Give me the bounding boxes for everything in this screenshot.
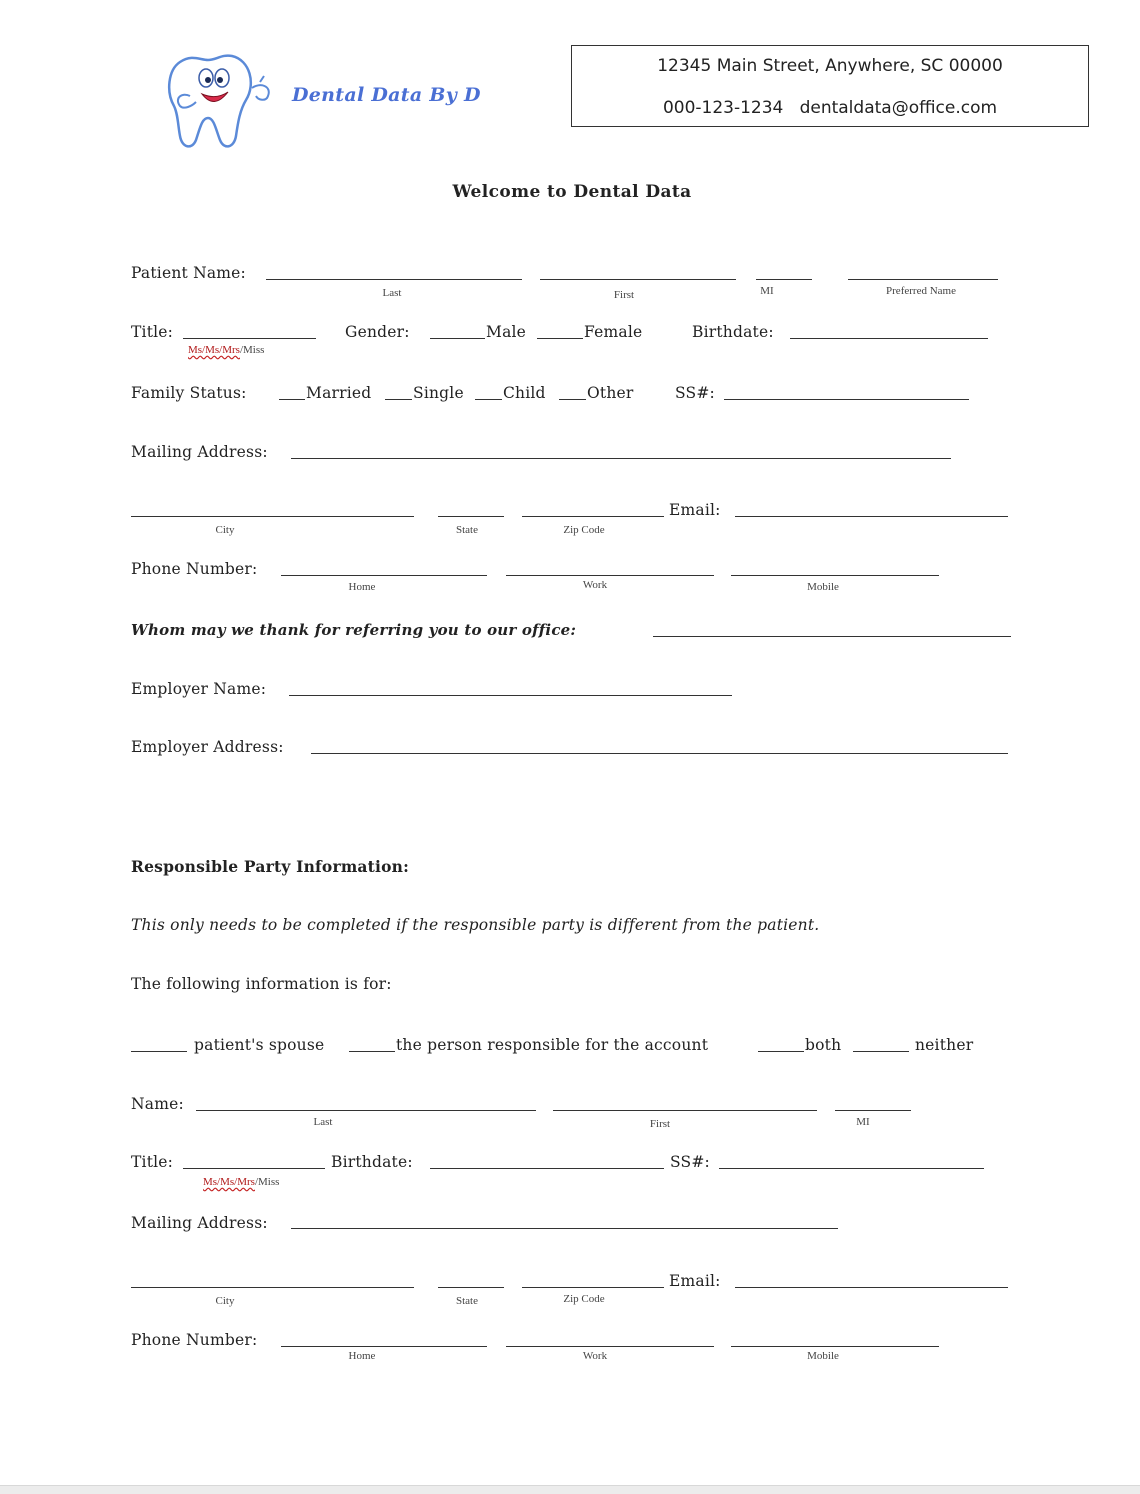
caption-preferred-name: Preferred Name bbox=[886, 285, 956, 297]
tooth-logo-icon bbox=[160, 48, 282, 154]
mobile-phone-field[interactable] bbox=[731, 575, 939, 576]
office-phone-email: 000-123-1234 dentaldata@office.com bbox=[662, 98, 998, 118]
rp-name-label: Name: bbox=[131, 1095, 184, 1113]
rp-first-name-field[interactable] bbox=[553, 1110, 817, 1111]
rp-caption-mi: MI bbox=[856, 1116, 870, 1128]
city-field[interactable] bbox=[131, 516, 414, 517]
last-name-field[interactable] bbox=[266, 279, 522, 280]
zip-field[interactable] bbox=[522, 516, 664, 517]
caption-mi: MI bbox=[760, 285, 774, 297]
rp-birthdate-label: Birthdate: bbox=[331, 1153, 413, 1171]
rp-zip-field[interactable] bbox=[522, 1287, 664, 1288]
single-option: Single bbox=[413, 384, 464, 402]
rp-mailing-address-field[interactable] bbox=[291, 1228, 838, 1229]
mailing-address-label: Mailing Address: bbox=[131, 443, 268, 461]
rp-mailing-address-label: Mailing Address: bbox=[131, 1214, 268, 1232]
rp-work-phone-field[interactable] bbox=[506, 1346, 714, 1347]
both-option: both bbox=[805, 1036, 842, 1054]
rp-mobile-phone-field[interactable] bbox=[731, 1346, 939, 1347]
rp-title-caption: Ms/Ms/Mrs/Miss bbox=[203, 1176, 280, 1188]
gender-female-field[interactable] bbox=[537, 338, 583, 339]
rp-caption-city: City bbox=[215, 1295, 235, 1307]
rp-title-label: Title: bbox=[131, 1153, 174, 1171]
employer-address-label: Employer Address: bbox=[131, 738, 284, 756]
both-field[interactable] bbox=[758, 1051, 804, 1052]
responsible-account-option: the person responsible for the account bbox=[396, 1036, 709, 1054]
title-label: Title: bbox=[131, 323, 174, 341]
rp-ss-field[interactable] bbox=[719, 1168, 984, 1169]
child-field[interactable] bbox=[475, 399, 502, 400]
caption-first: First bbox=[613, 289, 635, 301]
rp-email-label: Email: bbox=[669, 1272, 721, 1290]
page-bottom-edge bbox=[0, 1485, 1140, 1494]
responsible-party-note: This only needs to be completed if the responsible party is different from the patient. bbox=[131, 916, 820, 934]
caption-zip: Zip Code bbox=[563, 524, 605, 536]
referral-field[interactable] bbox=[653, 636, 1011, 637]
child-option: Child bbox=[503, 384, 546, 402]
office-address: 12345 Main Street, Anywhere, SC 00000 bbox=[657, 56, 1003, 76]
caption-mobile: Mobile bbox=[807, 581, 839, 593]
rp-mi-field[interactable] bbox=[835, 1110, 911, 1111]
mi-field[interactable] bbox=[756, 279, 812, 280]
title-field[interactable] bbox=[183, 338, 316, 339]
rp-phone-number-label: Phone Number: bbox=[131, 1331, 258, 1349]
caption-city: City bbox=[215, 524, 235, 536]
rp-title-field[interactable] bbox=[183, 1168, 325, 1169]
caption-home: Home bbox=[348, 581, 376, 593]
patient-name-label: Patient Name: bbox=[131, 264, 246, 282]
work-phone-field[interactable] bbox=[506, 575, 714, 576]
single-field[interactable] bbox=[385, 399, 412, 400]
birthdate-field[interactable] bbox=[790, 338, 988, 339]
home-phone-field[interactable] bbox=[281, 575, 487, 576]
rp-birthdate-field[interactable] bbox=[430, 1168, 664, 1169]
ss-label: SS#: bbox=[675, 384, 715, 402]
first-name-field[interactable] bbox=[540, 279, 736, 280]
rp-last-name-field[interactable] bbox=[196, 1110, 536, 1111]
title-caption: Ms/Ms/Mrs/Miss bbox=[188, 344, 265, 356]
spouse-option: patient's spouse bbox=[194, 1036, 325, 1054]
other-option: Other bbox=[587, 384, 634, 402]
email-field[interactable] bbox=[735, 516, 1008, 517]
rp-email-field[interactable] bbox=[735, 1287, 1008, 1288]
gender-female-option: Female bbox=[584, 323, 643, 341]
rp-caption-last: Last bbox=[313, 1116, 333, 1128]
spouse-field[interactable] bbox=[131, 1051, 187, 1052]
family-status-label: Family Status: bbox=[131, 384, 247, 402]
rp-caption-state: State bbox=[456, 1295, 478, 1307]
married-field[interactable] bbox=[279, 399, 305, 400]
state-field[interactable] bbox=[438, 516, 504, 517]
caption-last: Last bbox=[382, 287, 402, 299]
birthdate-label: Birthdate: bbox=[692, 323, 774, 341]
neither-option: neither bbox=[915, 1036, 974, 1054]
rp-caption-mobile: Mobile bbox=[807, 1350, 839, 1362]
rp-city-field[interactable] bbox=[131, 1287, 414, 1288]
ss-field[interactable] bbox=[724, 399, 969, 400]
rp-home-phone-field[interactable] bbox=[281, 1346, 487, 1347]
rp-state-field[interactable] bbox=[438, 1287, 504, 1288]
employer-address-field[interactable] bbox=[311, 753, 1008, 754]
employer-name-label: Employer Name: bbox=[131, 680, 267, 698]
rp-caption-zip: Zip Code bbox=[563, 1293, 605, 1305]
caption-state: State bbox=[456, 524, 478, 536]
other-field[interactable] bbox=[559, 399, 586, 400]
neither-field[interactable] bbox=[853, 1051, 909, 1052]
page-title: Welcome to Dental Data bbox=[452, 182, 692, 202]
married-option: Married bbox=[306, 384, 372, 402]
responsible-party-heading: Responsible Party Information: bbox=[131, 857, 410, 876]
employer-name-field[interactable] bbox=[289, 695, 732, 696]
rp-caption-home: Home bbox=[348, 1350, 376, 1362]
contact-box bbox=[571, 45, 1089, 127]
gender-male-field[interactable] bbox=[430, 338, 485, 339]
responsible-account-field[interactable] bbox=[349, 1051, 395, 1052]
rp-ss-label: SS#: bbox=[670, 1153, 710, 1171]
brand-name: Dental Data By D bbox=[292, 84, 481, 106]
gender-male-option: Male bbox=[486, 323, 527, 341]
info-for-label: The following information is for: bbox=[131, 975, 392, 993]
caption-work: Work bbox=[582, 579, 608, 591]
preferred-name-field[interactable] bbox=[848, 279, 998, 280]
gender-label: Gender: bbox=[345, 323, 410, 341]
rp-caption-first: First bbox=[649, 1118, 671, 1130]
mailing-address-field[interactable] bbox=[291, 458, 951, 459]
email-label: Email: bbox=[669, 501, 721, 519]
phone-number-label: Phone Number: bbox=[131, 560, 258, 578]
rp-caption-work: Work bbox=[582, 1350, 608, 1362]
referral-label: Whom may we thank for referring you to our office: bbox=[131, 621, 577, 639]
